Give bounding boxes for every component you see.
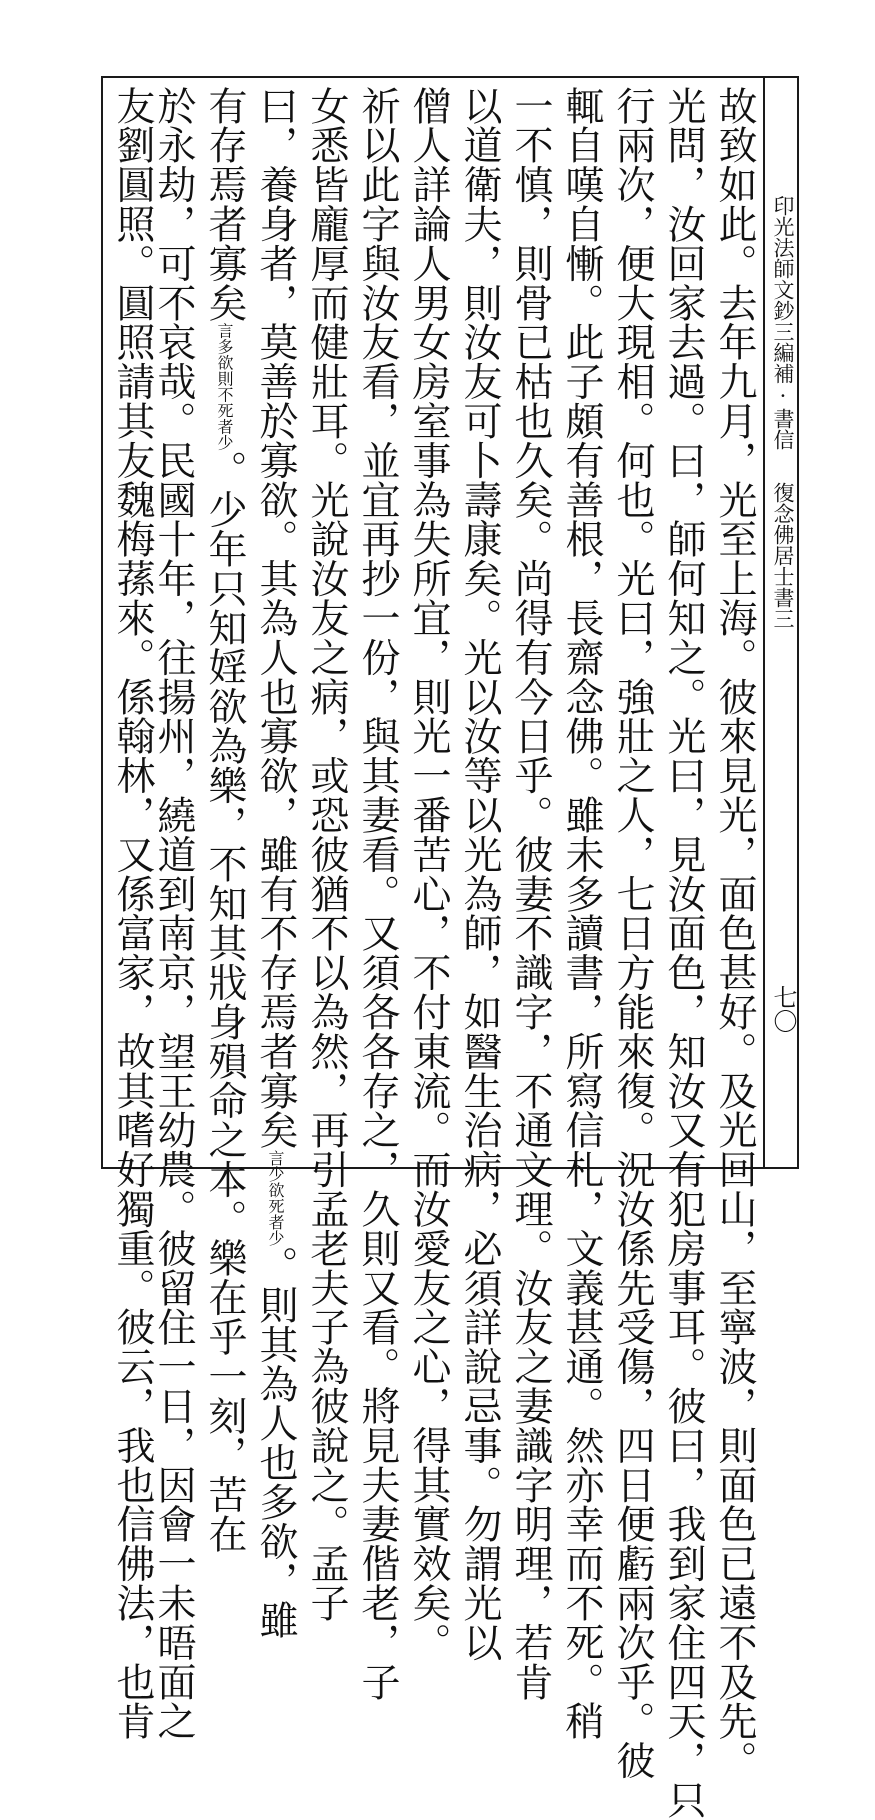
text-column-5: 一不慎，則骨已枯也久矣。尚得有今日乎。彼妻不識字，不通文理。汝友之妻識字明理，若肯: [508, 86, 553, 1702]
column-10-text-b: 。則其為人也多欲，雖: [253, 1245, 298, 1640]
header-section: 書信: [771, 408, 795, 450]
column-11-text-b: 。少年只知婬欲為樂，不知其戕身殞命之本。樂在乎一刻，苦在: [202, 450, 247, 1554]
page-number: 七〇: [769, 985, 797, 1033]
header-book-title: 印光法師文鈔三編補: [771, 195, 795, 384]
column-10-note: 言少欲死者少: [266, 1149, 285, 1246]
text-column-11: [196, 86, 252, 1554]
text-column-9: 女悉皆龐厚而健壯耳。光說汝友之病，或恐彼猶不以為然，再引孟老夫子為彼說之。孟子: [304, 86, 349, 1623]
column-10-text-a: 曰，養身者，莫善於寡欲。其為人也寡欲，雖有不存焉者寡矣: [253, 86, 298, 1150]
text-column-8: 祈以此字與汝友看，並宜再抄一份，與其妻看。又須各各存之，久則又看。將見夫妻偕老，子: [355, 86, 400, 1702]
header-letter-title: 復念佛居士書三: [771, 482, 795, 629]
text-column-7: 僧人詳論人男女房室事為失所宜，則光一番苦心，不付東流。而汝愛友之心，得其實效矣。: [406, 86, 451, 1662]
text-column-1: 故致如此。去年九月，光至上海。彼來見光，面色甚好。及光回山，至寧波，則面色已遠不及先。: [712, 86, 757, 1781]
text-column-4: 輒自嘆自慚。此子頗有善根，長齋念佛。雖未多讀書，所寫信札，文義甚通。然亦幸而不死。稍: [559, 86, 604, 1741]
text-column-6: 以道衛夫，則汝友可卜壽康矣。光以汝等以光為師，如醫生治病，必須詳說忌事。勿謂光以: [457, 86, 502, 1662]
margin-divider: [763, 76, 765, 1169]
column-11-note: 言多欲則不死者少: [215, 322, 234, 451]
text-column-12: 於永劫，可不哀哉。民國十年，往揚州，繞道到南京，望王幼農。彼留住一日，因會一未晤面之: [151, 86, 196, 1741]
text-column-2: 光問，汝回家去過。曰，師何知之。光曰，見汝面色，知汝又有犯房事耳。彼曰，我到家住四天，只: [661, 86, 706, 1820]
text-column-13: 友劉圓照。圓照請其友魏梅蓀來。係翰林，又係富家，故其嗜好獨重。彼云，我也信佛法，也肯: [110, 86, 155, 1741]
text-column-3: 行兩次，便大現相。何也。光曰，強壯之人，七日方能來復。況汝係先受傷，四日便虧兩次乎。彼: [610, 86, 655, 1781]
header-separator: ·: [771, 384, 795, 408]
running-header: [768, 195, 798, 675]
column-11-text-a: 有存焉者寡矣: [202, 86, 247, 323]
text-column-10: [247, 86, 303, 1640]
